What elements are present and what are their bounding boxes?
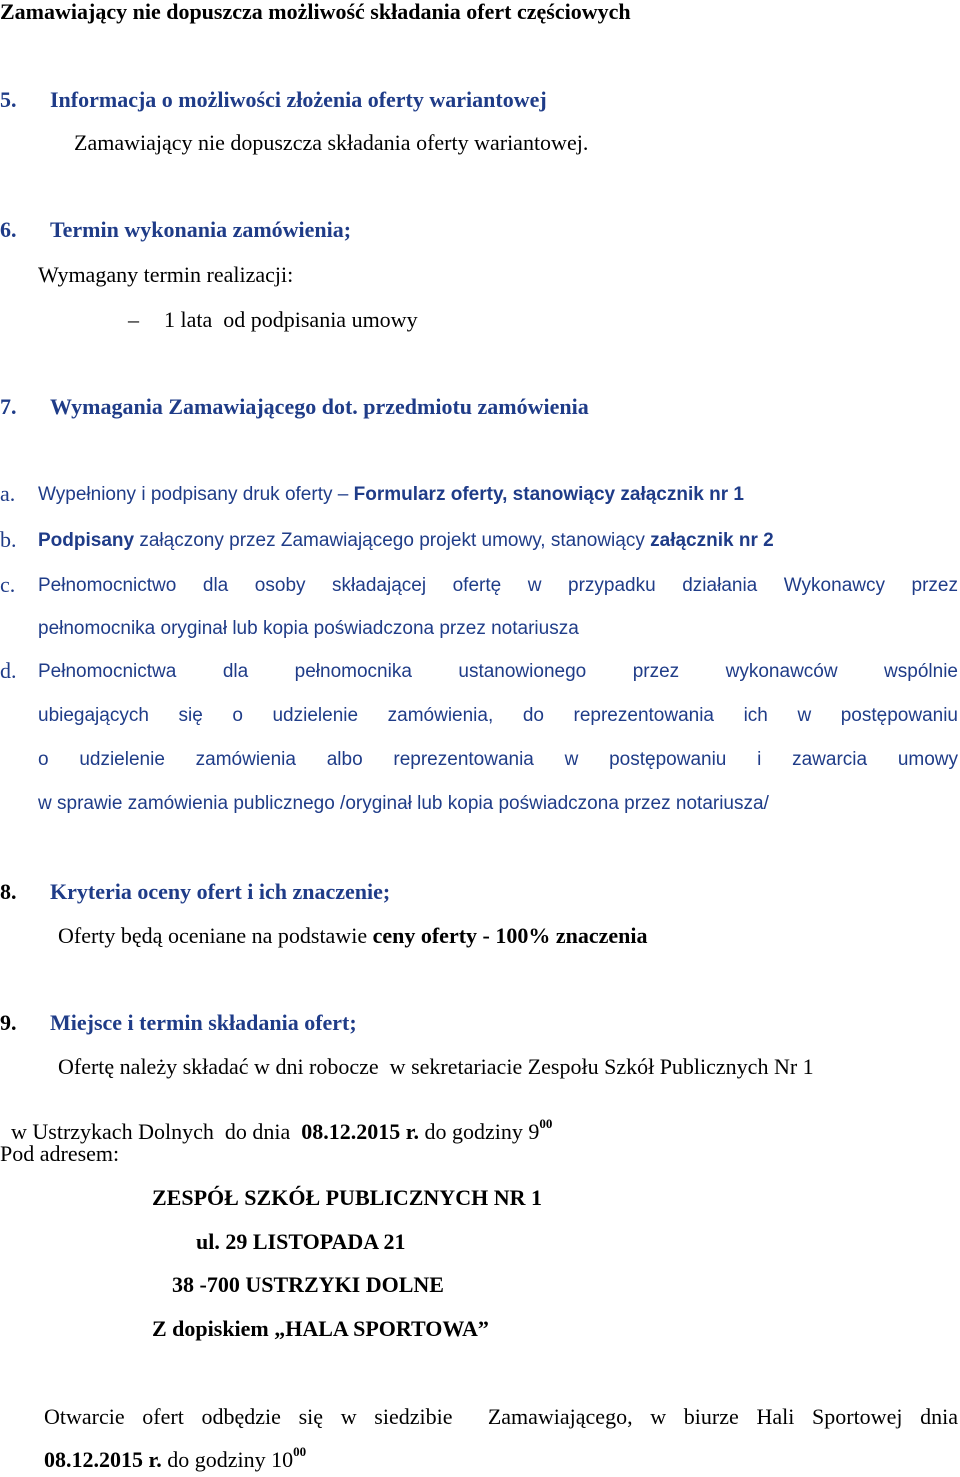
section-8-body-plain: Oferty będą oceniane na podstawie bbox=[58, 923, 373, 948]
item-d-line-1: Pełnomocnictwa dla pełnomocnika ustanowionego przez wykonawców wspólnie bbox=[38, 661, 958, 682]
section-8-number: 8. bbox=[0, 879, 17, 904]
item-a-plain: Wypełniony i podpisany druk oferty – bbox=[38, 484, 354, 505]
section-7-title: Wymagania Zamawiającego dot. przedmiotu zamówienia bbox=[50, 394, 589, 419]
section-8-body-bold: ceny oferty - 100% znaczenia bbox=[372, 923, 648, 948]
opening-hour-minutes: 00 bbox=[293, 1444, 307, 1459]
opening-date: 08.12.2015 r. bbox=[44, 1447, 162, 1472]
address-label: Pod adresem: bbox=[0, 1141, 120, 1166]
section-9-line-1: Ofertę należy składać w dni robocze w sekretariacie Zespołu Szkół Publicznych Nr 1 bbox=[58, 1054, 814, 1079]
item-a-bold: Formularz oferty, stanowiący załącznik nr 1 bbox=[353, 484, 744, 505]
section-6-title: Termin wykonania zamówienia; bbox=[50, 217, 352, 242]
item-d-line-3: o udzielenie zamówienia albo reprezentowania w postępowaniu i zawarcia umowy bbox=[38, 749, 958, 770]
section-9-line-2 bbox=[0, 1099, 552, 1143]
section-5-title: Informacja o możliwości złożenia oferty wariantowej bbox=[50, 87, 547, 112]
section-9-number: 9. bbox=[0, 1010, 17, 1035]
address-line-4: Z dopiskiem „HALA SPORTOWA” bbox=[152, 1316, 489, 1341]
item-c-line-2: pełnomocnika oryginał lub kopia poświadczona przez notariusza bbox=[38, 618, 579, 639]
item-c-line-1: Pełnomocnictwo dla osoby składającej ofertę w przypadku działania Wykonawcy przez bbox=[38, 575, 958, 596]
section-6-dash: – bbox=[128, 307, 139, 332]
section-5-number: 5. bbox=[0, 87, 17, 112]
section-8-body bbox=[58, 925, 648, 947]
section-6-number: 6. bbox=[0, 217, 17, 242]
section-6-item: 1 lata od podpisania umowy bbox=[164, 307, 418, 332]
section-5-body: Zamawiający nie dopuszcza składania oferty wariantowej. bbox=[74, 130, 589, 155]
section-9-line-2-b: do godziny 9 bbox=[418, 1119, 540, 1144]
item-d-line-4: w sprawie zamówienia publicznego /oryginał lub kopia poświadczona przez notariusza/ bbox=[38, 793, 769, 814]
address-line-1: ZESPÓŁ SZKÓŁ PUBLICZNYCH NR 1 bbox=[152, 1185, 542, 1210]
address-line-3: 38 -700 USTRZYKI DOLNE bbox=[172, 1272, 444, 1297]
item-d-line-2: ubiegających się o udzielenie zamówienia, do reprezentowania ich w postępowaniu bbox=[38, 705, 958, 726]
section-6-body: Wymagany termin realizacji: bbox=[38, 262, 294, 287]
deadline-hour-minutes: 00 bbox=[539, 1116, 553, 1131]
item-b-letter: b. bbox=[0, 527, 17, 552]
opening-line-1: Otwarcie ofert odbędzie się w siedzibie Zamawiającego, w biurze Hali Sportowej dnia bbox=[44, 1404, 958, 1429]
intro-heading: Zamawiający nie dopuszcza możliwość składania ofert częściowych bbox=[0, 0, 631, 24]
item-a-letter: a. bbox=[0, 481, 16, 506]
item-b-text bbox=[38, 531, 774, 550]
section-8-title: Kryteria oceny ofert i ich znaczenie; bbox=[50, 879, 391, 904]
item-b-plain: załączony przez Zamawiającego projekt umowy, stanowiący bbox=[134, 530, 651, 551]
opening-line-2 bbox=[44, 1444, 307, 1472]
item-b-bold-2: załącznik nr 2 bbox=[650, 530, 774, 551]
item-d-letter: d. bbox=[0, 658, 17, 683]
section-7-number: 7. bbox=[0, 394, 17, 419]
section-9-line-2-a: w Ustrzykach Dolnych do dnia bbox=[11, 1119, 302, 1144]
section-9-title: Miejsce i termin składania ofert; bbox=[50, 1010, 357, 1035]
opening-line-2-b: do godziny 10 bbox=[161, 1447, 294, 1472]
item-c-letter: c. bbox=[0, 572, 16, 597]
address-line-2: ul. 29 LISTOPADA 21 bbox=[196, 1229, 406, 1254]
item-b-bold-1: Podpisany bbox=[38, 530, 135, 551]
item-a-text bbox=[38, 485, 744, 504]
deadline-date: 08.12.2015 r. bbox=[301, 1119, 419, 1144]
